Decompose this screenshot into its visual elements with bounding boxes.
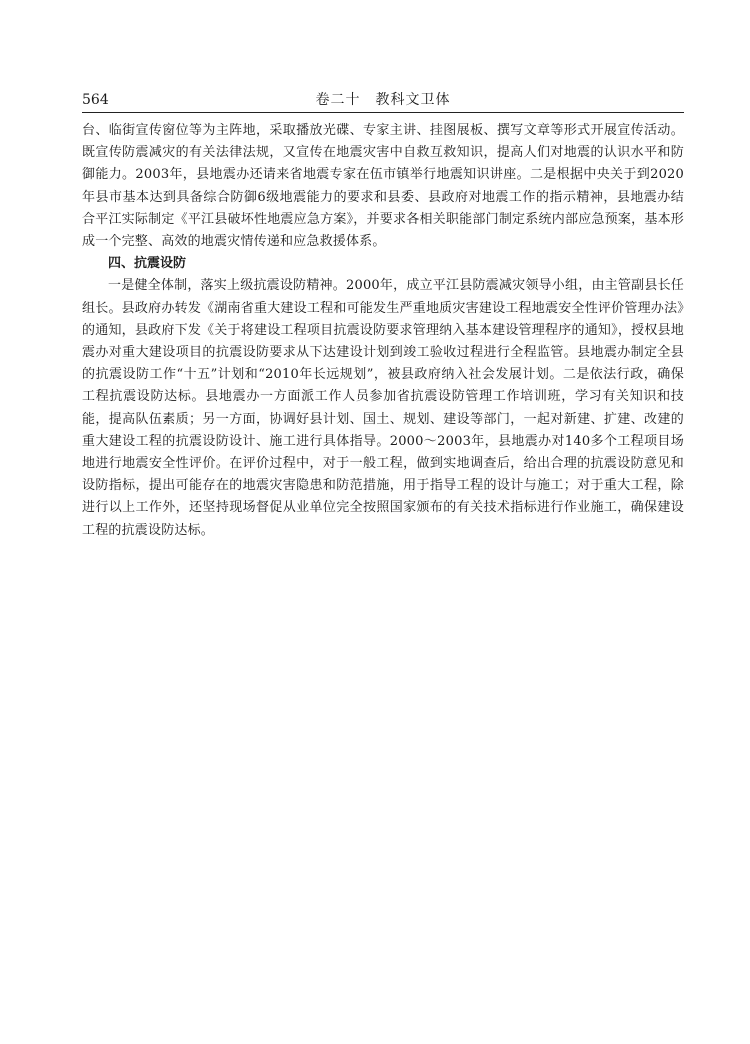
section-heading: 四、抗震设防 xyxy=(108,256,187,272)
running-title: 卷二十 教科文卫体 xyxy=(315,92,451,108)
paragraph: 一是健全体制，落实上级抗震设防精神。2000年，成立平江县防震减灾领导小组，由主管副县长任组长。县政府办转发《湖南省重大建设工程和可能发生严重地质灾害建设工程地震安全性评价管理办法》的通知，县政府下发《关于将建设工程项目抗震设防要求管理纳入基本建设管理程序的通知》，授权县地震办对重大建设项目的抗震设防要求从下达建设计划到竣工验收过程进行全程监管。县地震办制定全县的抗震设防工作“十五”计划和“2010年长远规划”，被县政府纳入社会发展计划。二是依法行政，确保工程抗震设防达标。县地震办一方面派工作人员参加省抗震设防管理工作培训班，学习有关知识和技能，提高队伍素质；另一方面，协调好县计划、国土、规划、建设等部门，一起对新建、扩建、改建的重大建设工程的抗震设防设计、施工进行具体指导。2000～2003年，县地震办对140多个工程项目场地进行地震安全性评价。在评价过程中，对于一般工程，做到实地调查后，给出合理的抗震设防意见和设防指标，提出可能存在的地震灾害隐患和防范措施，用于指导工程的设计与施工；对于重大工程，除进行以上工作外，还坚持现场督促从业单位完全按照国家颁布的有关技术指标进行作业施工，确保建设工程的抗震设防达标。 xyxy=(82,278,684,538)
page-number: 564 xyxy=(82,92,109,108)
paragraph-continued: 台、临街宣传窗位等为主阵地，采取播放光碟、专家主讲、挂图展板、撰写文章等形式开展宣传活动。既宣传防震减灾的有关法律法规，又宣传在地震灾害中自救互救知识，提高人们对地震的认识水平和防御能力。2003年，县地震办还请来省地震专家在伍市镇举行地震知识讲座。二是根据中央关于到2020年县市基本达到具备综合防御6级地震能力的要求和县委、县政府对地震工作的指示精神，县地震办结合平江实际制定《平江县破坏性地震应急方案》，并要求各相关职能部门制定系统内部应急预案，基本形成一个完整、高效的地震灾情传递和应急救援体系。 xyxy=(82,123,684,250)
body-text xyxy=(82,120,684,542)
page-header xyxy=(82,90,684,113)
